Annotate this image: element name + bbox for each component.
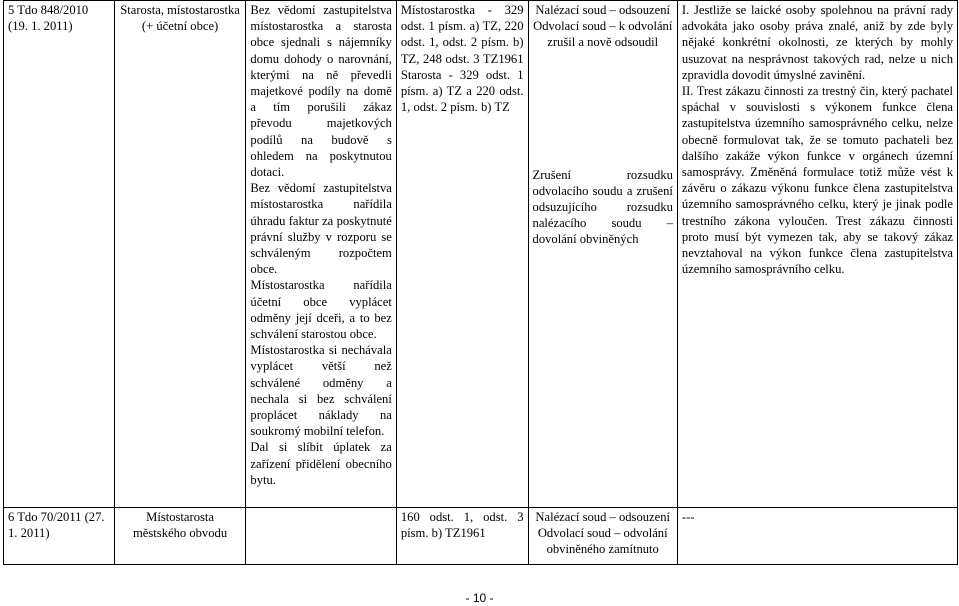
outcome-appeal: Zrušení rozsudku odvolacího soudu a zrušení odsuzujícího rozsudku nalézacího soudu – dovolání obviněných xyxy=(532,167,673,247)
notes-cell xyxy=(677,508,957,565)
law-cell xyxy=(396,1,528,508)
law-cell xyxy=(396,508,528,565)
notes-cell xyxy=(677,1,957,508)
note-paragraph: --- xyxy=(681,510,695,524)
case-number-cell xyxy=(4,508,115,565)
facts-cell xyxy=(246,1,396,508)
fact-paragraph: Bez vědomí zastupitelstva místostarostka nařídila úhradu faktur za poskytnuté právní služby v rozporu se schváleným rozpočtem obce. xyxy=(250,181,392,277)
table-row xyxy=(4,1,958,508)
subject: Místostarosta městského obvodu xyxy=(133,510,228,541)
case-number: 6 Tdo 70/2011 (27. 1. 2011) xyxy=(8,510,105,541)
outcome-first-instance: Nalézací soud – odsouzení Odvolací soud – k odvolání zrušil a nově odsoudil xyxy=(533,3,673,50)
table-row xyxy=(4,508,958,565)
outcome-cell xyxy=(528,508,677,565)
page-number: - 10 - xyxy=(465,591,494,605)
fact-paragraph: Místostarostka nařídila účetní obce vyplácet odměny její dceři, a to bez schválení starostou obce. xyxy=(250,278,392,342)
subject: Starosta, místostarostka (+ účetní obce) xyxy=(120,3,240,34)
subject-cell xyxy=(114,1,246,508)
subject-cell xyxy=(114,508,246,565)
fact-paragraph: Dal si slíbit úplatek za zařízení přidělení obecního bytu. xyxy=(250,440,392,487)
fact-paragraph: Bez vědomí zastupitelstva místostarostka a starosta obce sjednali s nájemníky domu dohody o narovnání, kterými na ně převedli majetkové podíly na domě a tím porušili zákaz převodu majetkových podílů na budově s ohledem na poskytnutou dotaci. xyxy=(250,3,392,180)
note-paragraph: I. Jestliže se laické osoby spolehnou na právní rady advokáta jako osoby práva znalé, aniž by zde byly nějaké konkrétní okolnosti, ze kterých by mohly usuzovat na nesprávnost takových rad, nelze u nich zpravidla dovodit úmyslné zavinění. xyxy=(681,3,953,82)
fact-paragraph: Místostarostka si nechávala vyplácet větší než schválené odměny a nechala si bez schválení proplácet náklady na soukromý mobilní telefon. xyxy=(250,343,392,439)
law-reference: 160 odst. 1, odst. 3 písm. b) TZ1961 xyxy=(400,510,524,541)
case-number: 5 Tdo 848/2010 (19. 1. 2011) xyxy=(8,3,89,34)
facts-cell xyxy=(246,508,396,565)
outcome-cell xyxy=(528,1,677,508)
case-number-cell xyxy=(4,1,115,508)
case-table xyxy=(3,0,958,565)
law-reference: Místostarostka - 329 odst. 1 písm. a) TZ, 220 odst. 1, odst. 2 písm. b) TZ, 248 odst. 3 TZ1961 Starosta - 329 odst. 1 písm. a) TZ a 220 odst. 1, odst. 2 písm. b) TZ xyxy=(400,3,524,115)
note-paragraph: II. Trest zákazu činnosti za trestný čin, který pachatel spáchal v souvislosti s výkonem funkce člena zastupitelstva územního samosprávného celku, nelze obecně formulovat tak, že se tomuto pachateli bez dalšího zakáže výkon funkce v orgánech územní samosprávy. Změněná formulace totiž může vést k závěru o zákazu výkonu funkce člena zastupitelstva územního samosprávného celku, který je jinak podle trestního zákona vyloučen. Trest zákazu činnosti proto musí být vymezen tak, aby se takový zákaz nevztahoval na výkon funkce člena zastupitelstva územního samosprávního celku. xyxy=(681,84,953,277)
outcome: Nalézací soud – odsouzení Odvolací soud – odvolání obviněného zamítnuto xyxy=(535,510,671,557)
